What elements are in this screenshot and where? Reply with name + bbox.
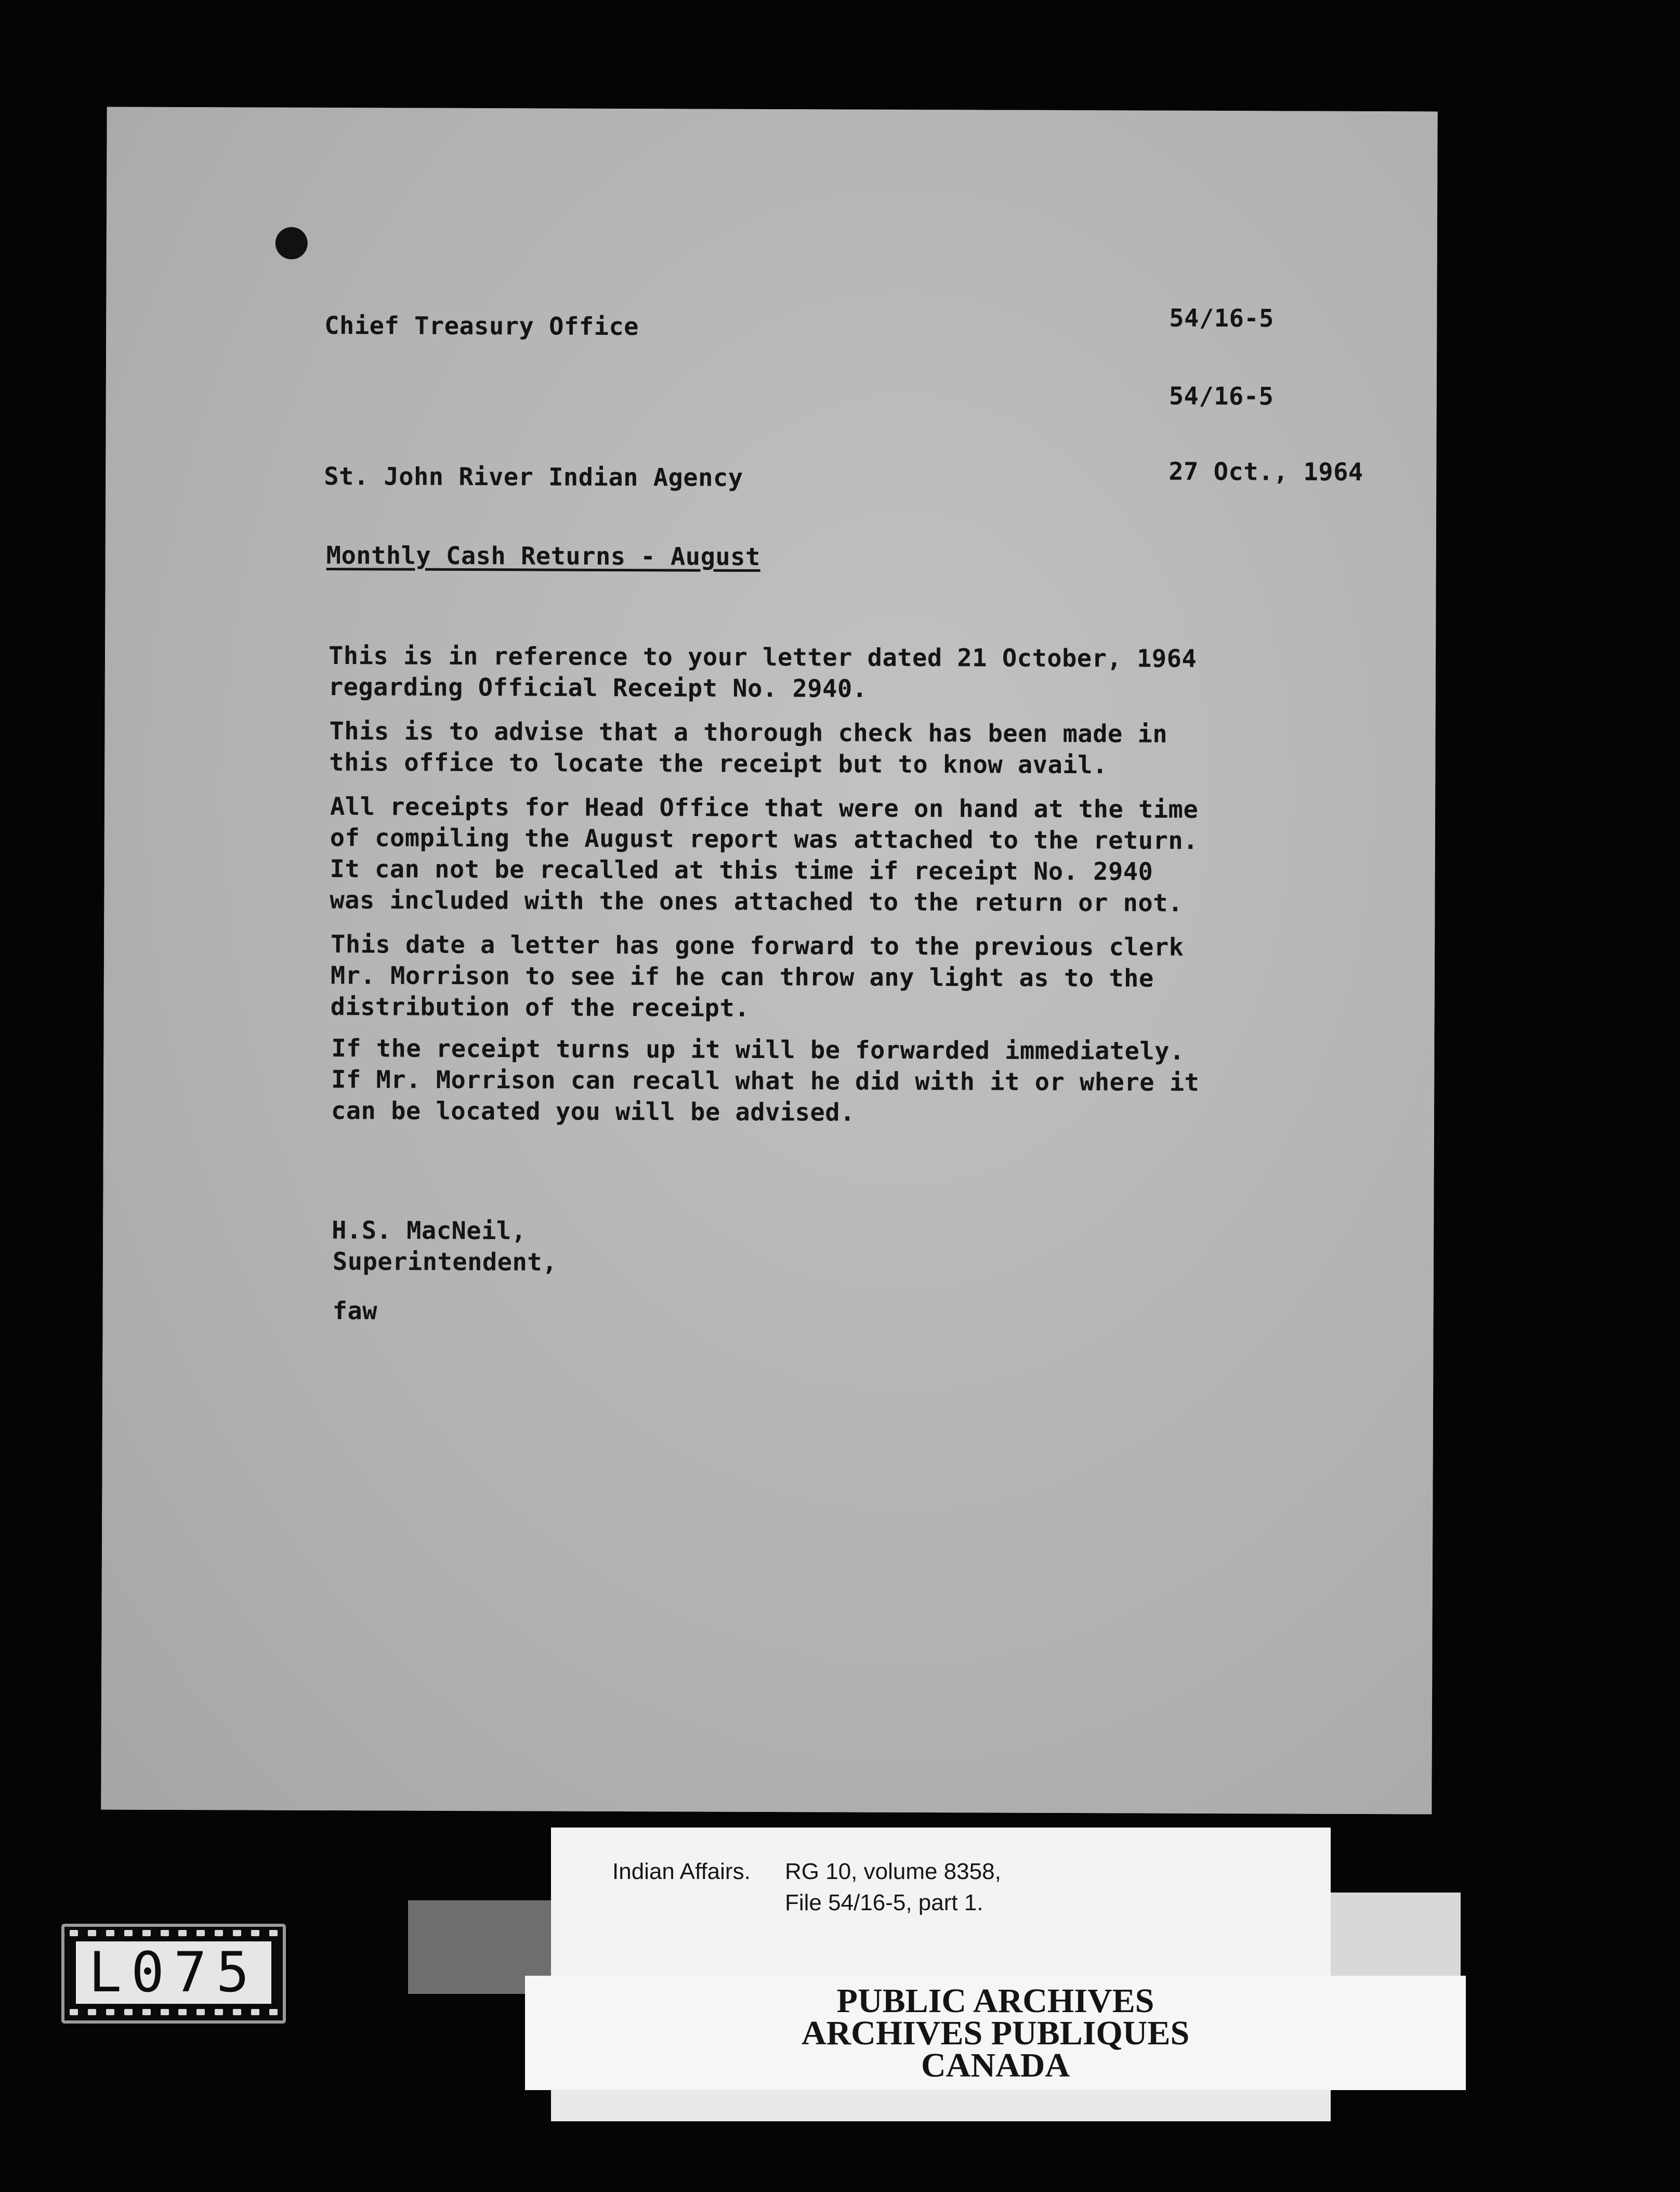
subject-line: Monthly Cash Returns - August — [326, 541, 760, 571]
letter-date: 27 Oct., 1964 — [1169, 457, 1363, 487]
paragraph-1 — [329, 641, 1197, 706]
archive-stamp-card — [525, 1976, 1466, 2090]
paragraph-2 — [329, 716, 1167, 781]
reference-block — [785, 1856, 1001, 1919]
letter-page — [101, 107, 1437, 1815]
paragraph-line: All receipts for Head Office that were on hand at the time — [330, 792, 1199, 824]
paragraph-line: This is in reference to your letter dated 21 October, 1964 — [328, 642, 1197, 673]
paragraph-4 — [331, 929, 1184, 1026]
recipient: Chief Treasury Office — [324, 311, 639, 342]
paragraph-line: regarding Official Receipt No. 2940. — [328, 673, 868, 703]
paragraph-5 — [331, 1033, 1200, 1130]
sprocket-holes — [70, 2009, 278, 2017]
paragraph-line: can be located you will be advised. — [331, 1097, 855, 1127]
paragraph-line: distribution of the receipt. — [330, 993, 750, 1023]
paragraph-line: Mr. Morrison to see if he can throw any light as to the — [330, 961, 1154, 993]
paragraph-line: This is to advise that a thorough check has been made in — [329, 717, 1168, 749]
signature-name: H.S. MacNeil, — [332, 1216, 527, 1246]
file-reference-secondary: 54/16-5 — [1169, 382, 1274, 411]
sprocket-holes — [70, 1930, 278, 1938]
paragraph-line: It can not be recalled at this time if receipt No. 2940 — [330, 855, 1153, 886]
archive-stamp — [525, 1982, 1466, 2084]
sender: St. John River Indian Agency — [324, 462, 743, 492]
paragraph-line: this office to locate the receipt but to know avail. — [329, 748, 1108, 780]
paragraph-line: was included with the ones attached to the return or not. — [330, 886, 1183, 918]
stamp-line: ARCHIVES PUBLIQUES — [801, 2014, 1190, 2052]
archive-reference-label — [551, 1828, 1331, 1978]
stamp-line: PUBLIC ARCHIVES — [836, 1982, 1154, 2020]
file-reference: 54/16-5 — [1169, 304, 1274, 333]
paragraph-line: If the receipt turns up it will be forwarded immediately. — [331, 1034, 1185, 1066]
department-label: Indian Affairs. — [612, 1859, 751, 1884]
punch-hole — [275, 227, 308, 259]
paragraph-line: This date a letter has gone forward to the previous clerk — [331, 930, 1184, 962]
reference-line: RG 10, volume 8358, — [785, 1859, 1001, 1884]
typist-initials: faw — [332, 1297, 378, 1326]
microfilm-frame-number — [61, 1924, 286, 2024]
frame-number-digits: L075 — [76, 1941, 271, 2004]
signature-title: Superintendent, — [332, 1247, 558, 1277]
card-bottom-strip — [551, 2090, 1331, 2121]
stamp-line: CANADA — [921, 2046, 1070, 2084]
reference-line: File 54/16-5, part 1. — [785, 1890, 983, 1915]
paragraph-line: of compiling the August report was attached to the return. — [330, 824, 1199, 855]
paragraph-line: If Mr. Morrison can recall what he did with it or where it — [331, 1065, 1200, 1097]
paragraph-3 — [330, 791, 1198, 919]
